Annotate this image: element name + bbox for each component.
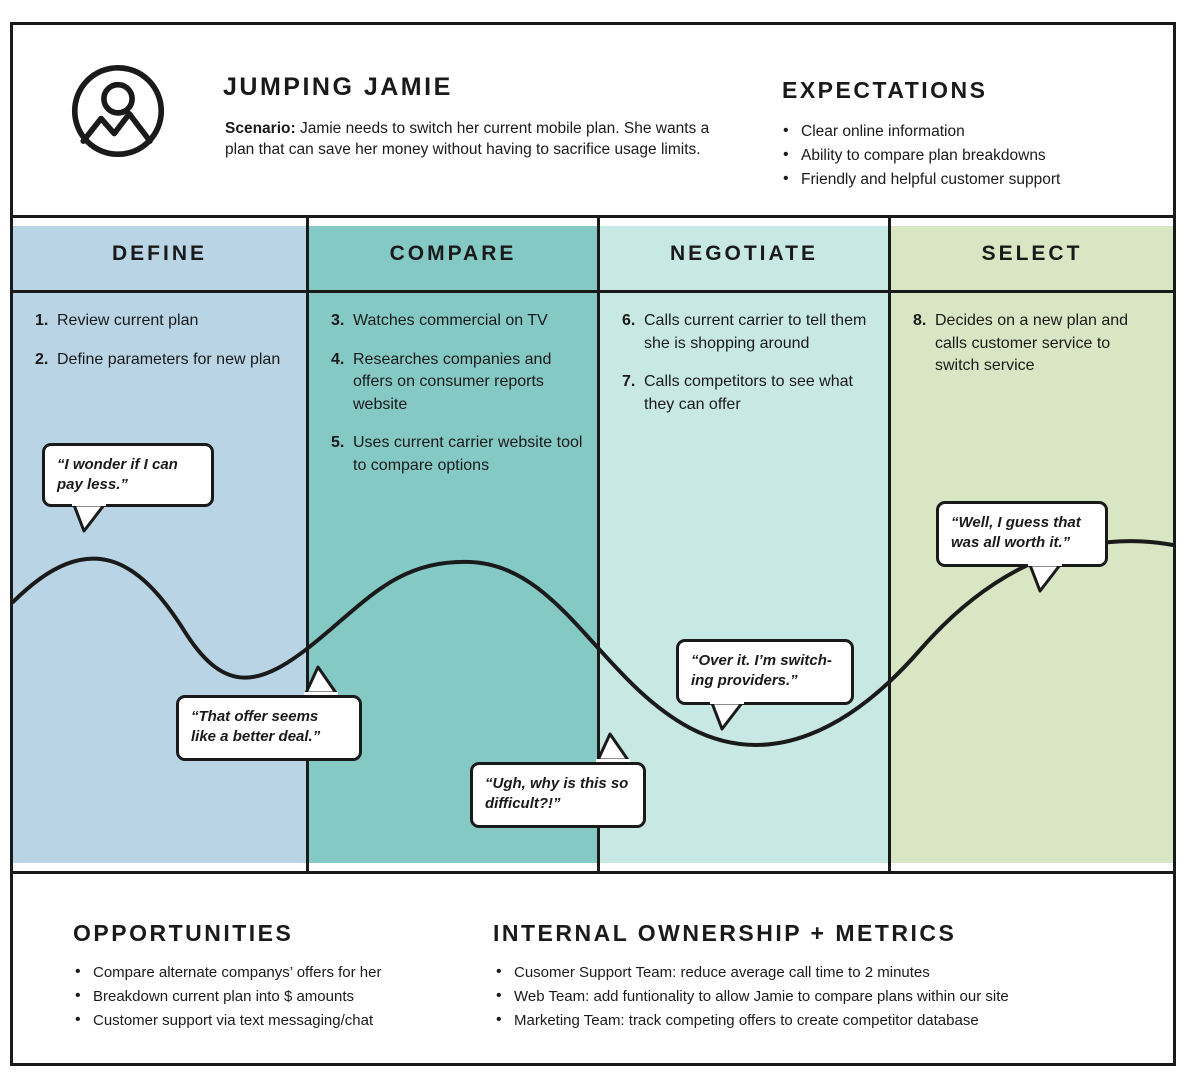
quote-bubble: “Ugh, why is this so difficult?!” <box>470 762 646 828</box>
step-text: Calls competitors to see what they can offer <box>644 373 853 413</box>
step-number: 2. <box>35 350 49 368</box>
list-item: • Friendly and helpful customer support <box>783 168 1153 192</box>
quote-bubble: “Over it. I’m switch-ing providers.” <box>676 639 854 705</box>
quote-tail-icon <box>710 701 744 731</box>
quote-bubble: “Well, I guess that was all worth it.” <box>936 501 1108 567</box>
quote-tail-icon <box>596 732 630 762</box>
list-item: • Customer support via text messaging/chat <box>75 1009 495 1033</box>
stage-title-select: SELECT <box>981 242 1083 265</box>
expectations-heading: EXPECTATIONS <box>782 77 988 103</box>
stage-title-compare: COMPARE <box>389 242 517 265</box>
step-number: 6. <box>622 312 636 329</box>
list-item <box>35 349 292 372</box>
stage-divider <box>13 290 306 293</box>
step-text: Decides on a new plan and calls customer service to switch service <box>935 312 1129 374</box>
metrics-heading: INTERNAL OWNERSHIP + METRICS <box>493 920 957 946</box>
header-section <box>13 25 1173 218</box>
stage-divider <box>309 290 597 293</box>
stage-steps-negotiate <box>622 310 874 432</box>
list-item: • Marketing Team: track competing offers to create competitor database <box>496 1009 1156 1033</box>
scenario-text-block <box>225 118 725 160</box>
step-text: Review current plan <box>57 312 199 329</box>
quote-tail-icon <box>72 503 106 533</box>
stage-column-define <box>13 218 306 871</box>
quote-bubble: “I wonder if I can pay less.” <box>42 443 214 507</box>
page-title: JUMPING JAMIE <box>223 73 453 101</box>
list-item <box>913 310 1159 378</box>
list-item: • Clear online information <box>783 120 1153 144</box>
stage-steps-define <box>35 310 292 387</box>
stage-divider <box>600 290 888 293</box>
stage-title-negotiate: NEGOTIATE <box>670 242 818 265</box>
footer-section <box>13 871 1173 1063</box>
stage-divider <box>891 290 1173 293</box>
stage-title-define: DEFINE <box>111 242 207 265</box>
persona-avatar-icon <box>71 64 165 158</box>
quote-tail-icon <box>1028 563 1062 593</box>
step-text: Uses current carrier website tool to compare options <box>353 434 583 474</box>
step-number: 7. <box>622 373 636 390</box>
step-text: Calls current carrier to tell them she is shopping around <box>644 312 867 352</box>
opportunities-list <box>75 961 495 1033</box>
list-item <box>622 371 874 416</box>
list-item: • Compare alternate companys’ offers for her <box>75 961 495 985</box>
step-number: 8. <box>913 312 927 329</box>
stage-steps-select <box>913 310 1159 394</box>
list-item <box>331 310 583 333</box>
step-number: 4. <box>331 350 345 368</box>
step-number: 1. <box>35 312 49 329</box>
quote-bubble: “That offer seems like a better deal.” <box>176 695 362 761</box>
list-item <box>622 310 874 355</box>
list-item: • Ability to compare plan breakdowns <box>783 144 1153 168</box>
step-number: 3. <box>331 312 345 329</box>
scenario-body: Jamie needs to switch her current mobile plan. She wants a plan that can save her money without having to sacrifice usage limits. <box>225 120 710 158</box>
step-text: Researches companies and offers on consumer reports website <box>353 350 552 413</box>
opportunities-heading: OPPORTUNITIES <box>73 920 294 946</box>
list-item <box>331 349 583 417</box>
step-text: Watches commercial on TV <box>353 312 548 329</box>
expectations-list <box>783 120 1153 192</box>
list-item <box>35 310 292 333</box>
scenario-label: Scenario: <box>225 120 296 137</box>
list-item: • Cusomer Support Team: reduce average call time to 2 minutes <box>496 961 1156 985</box>
list-item: • Breakdown current plan into $ amounts <box>75 985 495 1009</box>
list-item: • Web Team: add funtionality to allow Jamie to compare plans within our site <box>496 985 1156 1009</box>
quote-tail-icon <box>304 665 338 695</box>
metrics-list <box>496 961 1156 1033</box>
step-number: 5. <box>331 434 345 451</box>
stage-steps-compare <box>331 310 583 493</box>
step-text: Define parameters for new plan <box>57 350 281 368</box>
list-item <box>331 432 583 477</box>
